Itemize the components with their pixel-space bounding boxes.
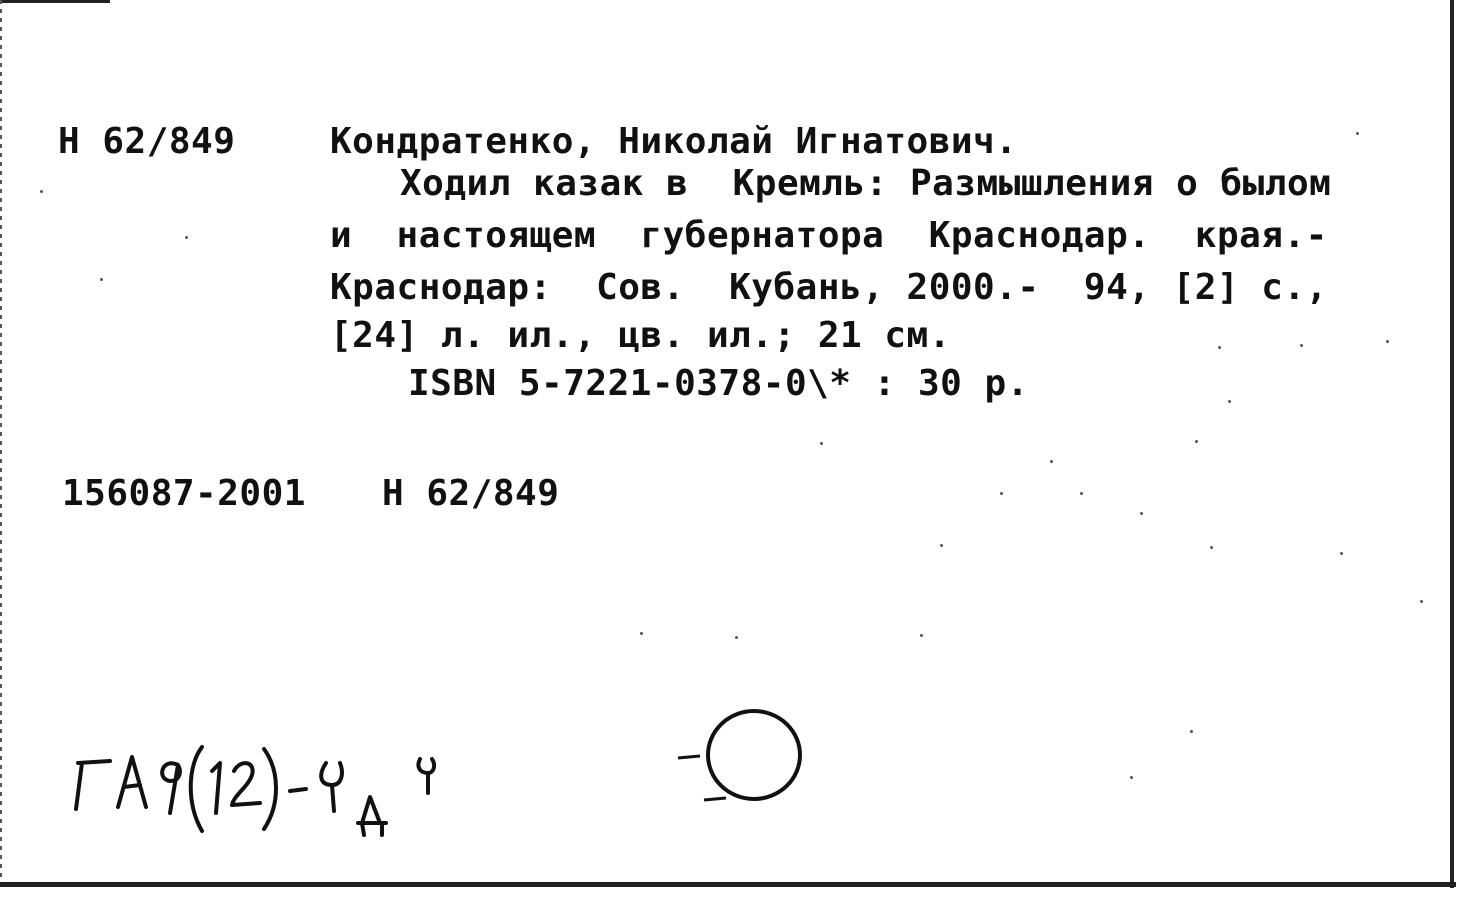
card-left-edge <box>0 0 2 888</box>
title-line-1: Ходил казак в Кремль: Размышления о былом <box>400 163 1332 204</box>
isbn-line: ISBN 5-7221-0378-0\* : 30 р. <box>408 363 1029 404</box>
title-line-2: и настоящем губернатора Краснодар. края.- <box>330 215 1328 256</box>
author-heading: Кондратенко, Николай Игнатович. <box>330 121 1018 162</box>
card-right-edge <box>1450 0 1454 888</box>
accession-number: 156087-2001 <box>62 473 306 514</box>
card-top-edge <box>0 0 110 3</box>
circle-stamp-mark <box>670 700 820 815</box>
imprint-line: Краснодар: Сов. Кубань, 2000.- 94, [2] с., <box>330 267 1328 308</box>
accession-call-number: Н 62/849 <box>382 473 560 514</box>
card-bottom-edge <box>0 882 1456 887</box>
collation-line: [24] л. ил., цв. ил.; 21 см. <box>330 315 951 356</box>
call-number: Н 62/849 <box>58 121 236 162</box>
handwritten-classification <box>70 735 490 845</box>
